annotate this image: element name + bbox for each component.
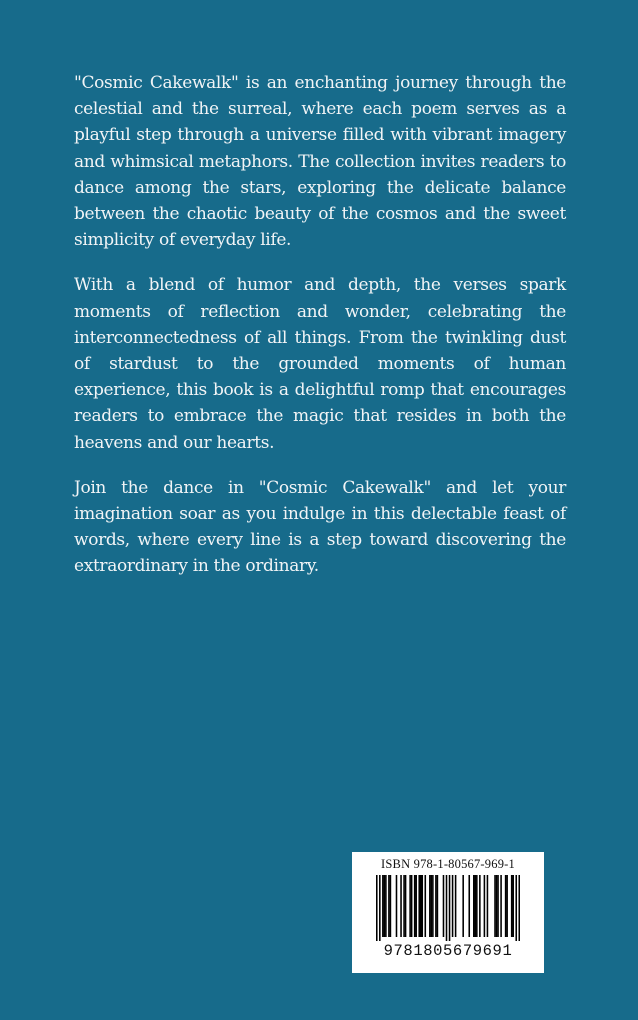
barcode-bar [476,875,478,937]
barcode-bar [415,875,417,937]
barcode-bar [462,875,464,937]
barcode-bar [473,875,475,937]
barcode-bar [388,875,390,937]
barcode-bar [479,875,481,937]
barcode-bar [390,875,392,937]
barcode-bar [405,875,407,937]
barcode-bar [446,875,448,941]
barcode-bar [515,875,517,941]
barcode-bar [429,875,431,937]
barcode-bar [382,875,384,937]
barcode-bar [484,875,486,937]
barcode-bar [396,875,398,937]
barcode-bar [449,875,451,941]
barcode-bar [425,875,427,937]
barcode-bar [455,875,457,937]
barcode-bar [437,875,439,937]
isbn-barcode-box [352,852,544,973]
barcode-bar [431,875,433,937]
blurb-paragraph-3: Join the dance in "Cosmic Cakewalk" and let your imagination soar as you indulge in this delectable feast of words, where every line is a step toward discovering the extraordinary in the ordinary. [74,477,566,577]
barcode-bar [384,875,386,937]
barcode-bar [418,875,420,937]
ean-digits: 9781805679691 [383,942,513,960]
blurb-paragraph-1: "Cosmic Cakewalk" is an enchanting journey through the celestial and the surreal, where each poem serves as a playful step through a universe filled with vibrant imagery and whimsical metaphors. The collection invites readers to dance among the stars, exploring the delicate balance between the chaotic beauty of the cosmos and the sweet simplicity of everyday life. [74,73,566,251]
barcode-bar [452,875,454,937]
barcode-bar [487,875,489,937]
barcode-bar [435,875,437,937]
barcode-bar [475,875,477,937]
barcode-bar [468,875,470,937]
barcode-bar [496,875,498,937]
barcode-bar [414,875,416,937]
barcode-bar [376,875,378,941]
barcode-bar [506,875,508,937]
barcode-bar [518,875,520,941]
barcode-bar [403,875,405,937]
barcode-bar [421,875,423,937]
barcode-bar [443,875,445,937]
barcode-bar [432,875,434,937]
barcode-bar [420,875,422,937]
barcode-bar [400,875,402,937]
isbn-label: ISBN 978-1-80567-969-1 [381,857,515,871]
barcode-bar [385,875,387,937]
barcode-bar [512,875,514,937]
barcode-bar [505,875,507,937]
barcode-bar [409,875,411,937]
blurb-text [74,70,566,599]
barcode-bar [379,875,381,941]
barcode-bar [411,875,413,937]
barcode-bar [511,875,513,937]
barcode-bars [376,875,520,941]
barcode-bar [494,875,496,937]
barcode-bar [497,875,499,937]
blurb-paragraph-2: With a blend of humor and depth, the verses spark moments of reflection and wonder, celebrating the interconnectedness of all things. From the twinkling dust of stardust to the grounded moments of human experience, this book is a delightful romp that encourages readers to embrace the magic that resides in both the heavens and our hearts. [74,275,566,453]
barcode-bar [500,875,502,937]
